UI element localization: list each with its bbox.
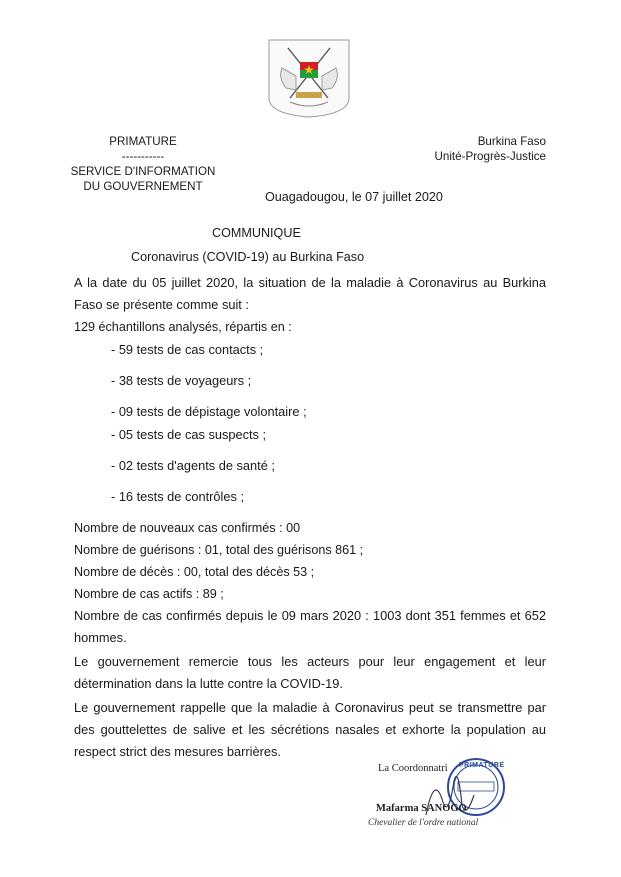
cumulative-paragraph: Nombre de cas confirmés depuis le 09 mars 2020 : 1003 dont 351 femmes et 652 hommes. [74, 608, 546, 645]
stat-active: Nombre de cas actifs : 89 ; [74, 587, 224, 601]
list-item: - 59 tests de cas contacts ; [111, 342, 264, 357]
stat-deaths: Nombre de décès : 00, total des décès 53 ; [74, 565, 315, 579]
dateline: Ouagadougou, le 07 juillet 2020 [265, 190, 443, 204]
issuer-line: PRIMATURE [109, 135, 177, 148]
signatory-title: La Coordonnatri [378, 763, 448, 774]
country-name: Burkina Faso [477, 135, 546, 148]
issuer-line: SERVICE D'INFORMATION [70, 165, 216, 178]
intro-paragraph: A la date du 05 juillet 2020, la situation de la maladie à Coronavirus au Burkina Faso se présente comme suit : [74, 275, 546, 312]
signatory-distinction: Chevalier de l'ordre national [368, 818, 479, 828]
list-item: - 09 tests de dépistage volontaire ; [111, 404, 307, 419]
issuer-line: DU GOUVERNEMENT [83, 180, 203, 193]
coat-of-arms-emblem [266, 38, 352, 118]
header-issuer [68, 134, 218, 194]
thanks-paragraph: Le gouvernement remercie tous les acteurs pour leur engagement et leur détermination dans la lutte contre la COVID-19. [74, 654, 546, 691]
signatory-name: Mafarma SANOGO [376, 803, 467, 814]
stat-recoveries: Nombre de guérisons : 01, total des guérisons 861 ; [74, 543, 364, 557]
list-item: - 02 tests d'agents de santé ; [111, 458, 275, 473]
list-item: - 16 tests de contrôles ; [111, 489, 245, 504]
samples-line: 129 échantillons analysés, répartis en : [74, 320, 292, 334]
reminder-paragraph: Le gouvernement rappelle que la maladie à Coronavirus peut se transmettre par des gouttelettes de salive et les sécrétions nasales et exhorte la population au respect strict des mesures barrières. [74, 700, 546, 759]
header-country [400, 134, 546, 164]
page-title: COMMUNIQUE [212, 226, 301, 240]
page-subtitle: Coronavirus (COVID-19) au Burkina Faso [131, 250, 365, 264]
country-motto: Unité-Progrès-Justice [434, 150, 546, 163]
list-item: - 05 tests de cas suspects ; [111, 427, 267, 442]
stat-new-cases: Nombre de nouveaux cas confirmés : 00 [74, 521, 301, 535]
issuer-separator: ----------- [121, 150, 165, 163]
list-item: - 38 tests de voyageurs ; [111, 373, 252, 388]
stamp-text: PRIMATURE [459, 762, 505, 769]
